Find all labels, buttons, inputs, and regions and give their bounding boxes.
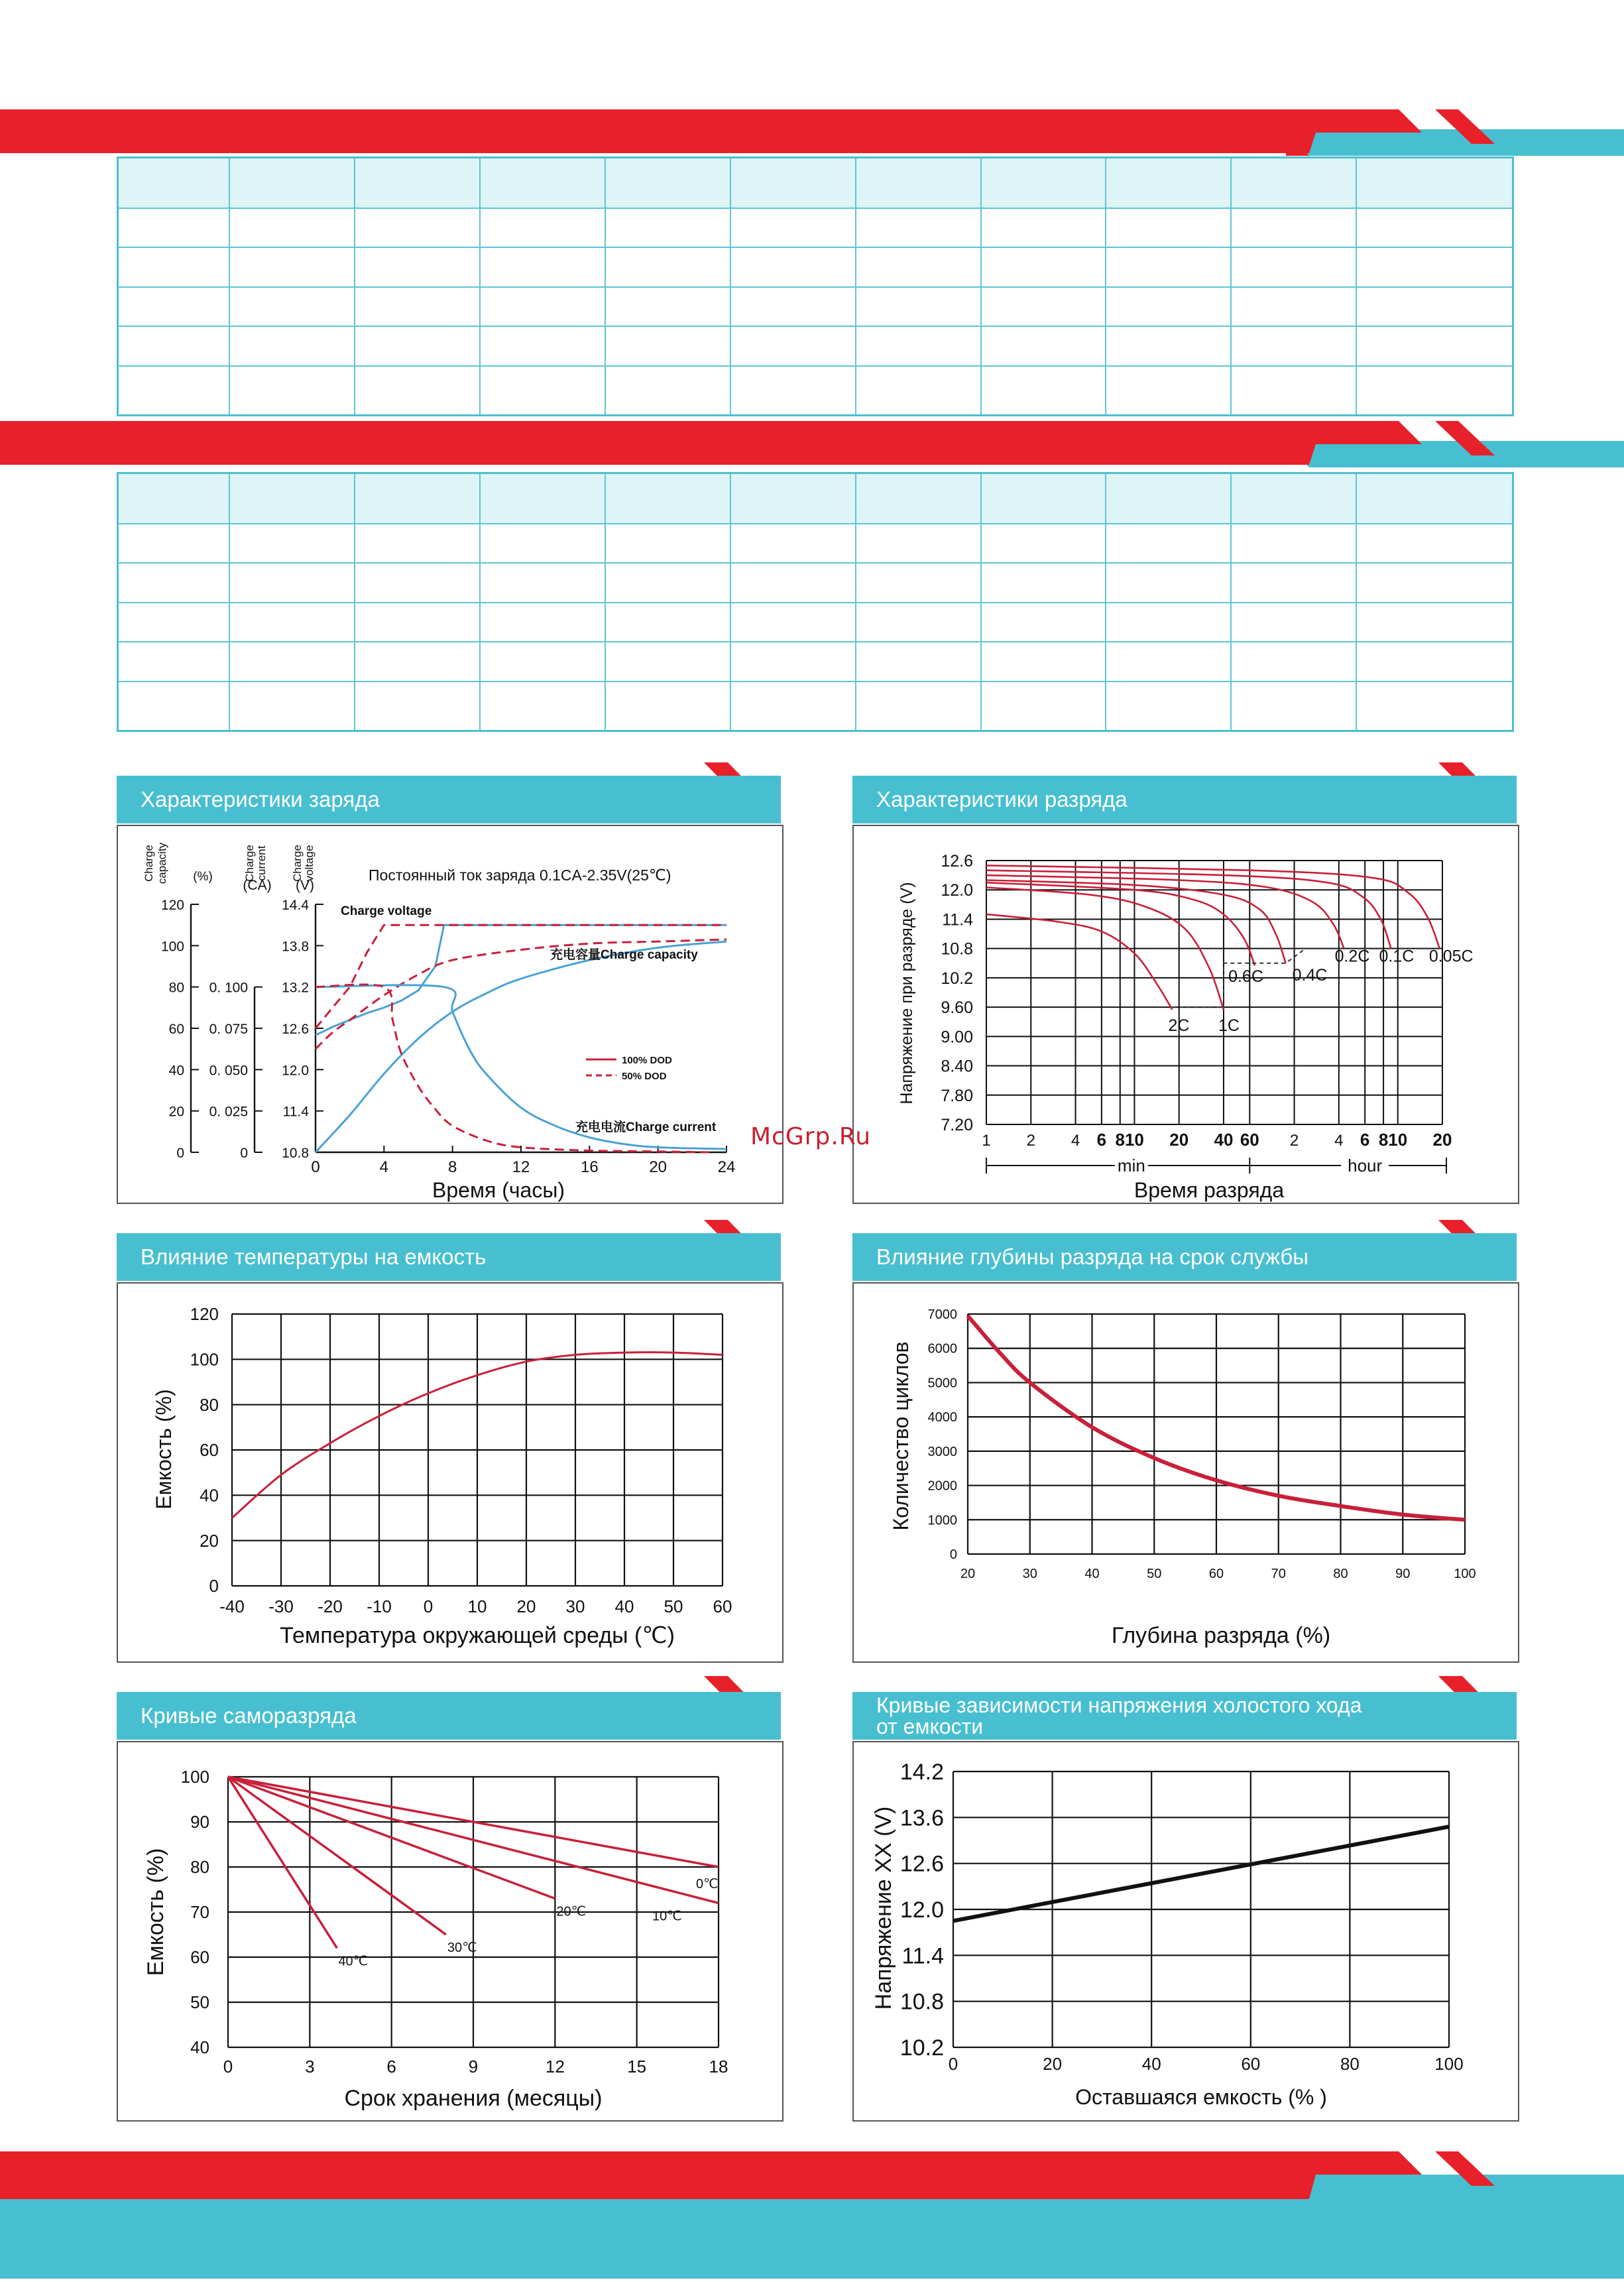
ocv-panel [852,1741,1519,2122]
x-tick-label: 60 [1208,1567,1224,1581]
series-label: 2C [1168,1016,1190,1036]
x-tick-label: 0 [223,2057,233,2076]
charge-panel [117,825,783,1204]
bottom-banner [0,2151,1624,2279]
x-tick-label: 90 [1395,1567,1411,1581]
y-axis-label: Напряжение при разряде (V) [898,882,916,1105]
x-axis-label: Срок хранения (месяцы) [344,2086,603,2111]
dod-chart [854,1284,1518,1661]
x-tick-label: 30 [1022,1567,1037,1581]
y-tick-label: 9.60 [941,998,973,1018]
min-label: min [1117,1156,1145,1175]
discharge-title: Характеристики разряда [852,776,1517,823]
self-discharge-line [228,1777,446,1935]
y-tick-label: 0 [209,1576,219,1596]
voltage-tick-label: 13.8 [282,939,309,955]
capacity-header-line2: capacity [156,842,168,884]
y-tick-label: 8.40 [941,1057,973,1076]
y-tick-label: 120 [190,1304,219,1325]
x-tick-label: 6 [1360,1130,1370,1150]
x-tick-label: 6 [386,2057,396,2076]
watermark: McGrp.Ru [750,1123,872,1150]
x-tick-label: 12 [545,2057,565,2076]
y-tick-label: 9.00 [941,1028,973,1047]
time-tick-label: 0 [311,1158,320,1176]
x-tick-label: 100 [1454,1567,1476,1581]
banner-shape [0,421,1624,467]
x-tick-label: 60 [713,1596,732,1616]
y-tick-label: 14.2 [899,1760,944,1785]
selfdischarge-chart [118,1742,782,2120]
y-tick-label: 2000 [927,1478,957,1494]
current-unit: (CA) [243,878,272,893]
series-label: 0.6C [1228,967,1263,986]
voltage-unit: (V) [296,878,314,893]
series-label: 40℃ [338,1954,369,1969]
x-tick-label: 20 [1169,1130,1189,1150]
spec-table-1 [117,156,1514,416]
x-tick-label: 40 [1141,2054,1161,2074]
x-tick-label: 100 [1434,2054,1464,2074]
x-tick-label: 80 [1333,1567,1348,1581]
discharge-panel [852,825,1519,1204]
current-tick-label: 0 [240,1146,248,1161]
banner-shape [0,109,1624,156]
x-tick-label: 0 [948,2054,958,2074]
self-discharge-line [228,1777,337,1948]
discharge-curve [986,914,1173,1010]
discharge-curve [986,875,1344,949]
series-label: 30℃ [447,1941,477,1955]
x-tick-label: 60 [1241,2054,1261,2074]
ocv-title-line2: от емкости [876,1714,984,1738]
y-tick-label: 11.4 [901,1943,944,1969]
x-tick-label: 30 [565,1596,585,1616]
time-tick-label: 16 [580,1158,599,1176]
x-tick-label: 2 [1026,1132,1035,1150]
x-axis-label: Время разряда [1133,1178,1285,1202]
x-tick-label: 4 [1071,1132,1080,1150]
x-axis-label: Оставшаяся емкость (% ) [1075,2085,1327,2109]
capacity-tick-label: 40 [168,1063,184,1079]
x-tick-label: 20 [1043,2054,1063,2074]
y-tick-label: 60 [200,1440,219,1461]
y-tick-label: 12.6 [899,1851,944,1877]
y-tick-label: 70 [190,1902,209,1923]
time-tick-label: 8 [447,1158,457,1176]
x-tick-label: -20 [318,1596,343,1616]
y-tick-label: 60 [190,1947,209,1968]
y-tick-label: 80 [190,1857,209,1878]
x-tick-label: 40 [614,1596,634,1616]
y-tick-label: 12.0 [941,881,973,900]
x-tick-label: 1 [982,1132,991,1150]
y-axis-label: Емкость (%) [143,1848,168,1976]
y-tick-label: 13.6 [899,1805,944,1831]
x-tick-label: 50 [1147,1567,1162,1581]
x-tick-label: 15 [627,2057,647,2076]
y-tick-label: 4000 [927,1410,957,1425]
temperature-panel [117,1282,783,1663]
current-tick-label: 0. 100 [209,980,248,996]
voltage-curve-label: Charge voltage [341,904,432,918]
charge-chart [118,826,782,1203]
series-label: 0℃ [696,1877,719,1892]
x-tick-label: 2 [1289,1132,1299,1150]
x-tick-label: 10 [1388,1130,1408,1150]
discharge-chart [854,826,1518,1203]
selfdischarge-title: Кривые саморазряда [117,1692,781,1740]
x-tick-label: 40 [1084,1567,1100,1581]
x-tick-label: 6 [1096,1130,1107,1150]
capacity-tick-label: 60 [168,1022,184,1037]
x-axis-label: Температура окружающей среды (℃) [280,1623,675,1648]
x-tick-label: 70 [1271,1567,1286,1581]
current-tick-label: 0. 050 [209,1063,248,1079]
dod-panel [852,1282,1519,1663]
series-label: 0.4C [1292,965,1328,985]
series-label: 0.05C [1428,947,1474,966]
x-tick-label: 20 [1432,1130,1452,1150]
x-tick-label: 20 [960,1567,976,1581]
current-header-line2: current [255,845,268,881]
current-header-line1: Charge [243,845,256,882]
x-tick-label: 80 [1340,2054,1360,2074]
y-tick-label: 7.80 [941,1086,973,1105]
capacity-unit: (%) [193,870,213,884]
time-tick-label: 4 [379,1158,389,1176]
top-banner-2 [0,421,1624,467]
series-label: 20℃ [556,1904,587,1919]
y-tick-label: 10.2 [899,2035,944,2061]
capacity-tick-label: 120 [160,898,184,913]
x-tick-label: 4 [1334,1132,1344,1150]
y-tick-label: 40 [190,2037,209,2058]
voltage-tick-label: 11.4 [282,1104,309,1120]
x-axis-label: Глубина разряда (%) [1111,1623,1331,1648]
spec-table-2 [117,472,1514,732]
x-tick-label: 0 [423,1596,434,1616]
current-tick-label: 0. 025 [209,1104,248,1120]
charge-curve [316,925,726,1035]
voltage-tick-label: 12.0 [282,1063,309,1079]
current-curve-label: 充电电流Charge current [575,1120,717,1134]
charge-subtitle: Постоянный ток заряда 0.1CA-2.35V(25℃) [369,867,671,884]
current-tick-label: 0. 075 [209,1022,248,1037]
series-label: 0.1C [1379,947,1415,966]
voltage-tick-label: 10.8 [282,1146,309,1161]
y-tick-label: 100 [190,1349,219,1370]
charge-curve [316,925,726,1028]
capacity-header-line1: Charge [143,845,155,882]
y-tick-label: 80 [200,1394,219,1415]
y-tick-label: 7000 [927,1307,957,1322]
y-tick-label: 0 [949,1547,957,1562]
voltage-tick-label: 12.6 [282,1022,309,1037]
y-tick-label: 90 [190,1812,209,1832]
capacity-tick-label: 80 [168,980,184,996]
capacity-tick-label: 100 [160,939,184,955]
ocv-line [953,1827,1449,1921]
top-banner-1 [0,109,1624,156]
y-tick-label: 40 [200,1485,219,1506]
x-tick-label: 3 [305,2057,315,2076]
x-tick-label: -10 [367,1596,392,1616]
time-tick-label: 12 [512,1158,530,1176]
hour-label: hour [1348,1156,1383,1175]
y-tick-label: 5000 [927,1376,957,1391]
dod-title: Влияние глубины разряда на срок службы [852,1233,1517,1281]
y-axis-label: Емкость (%) [152,1389,176,1510]
y-axis-label: Напряжение ХХ (V) [871,1806,896,2010]
y-tick-label: 12.0 [899,1897,944,1923]
x-tick-label: -40 [219,1596,245,1616]
y-tick-label: 12.6 [941,852,973,871]
series-label: 0.2C [1334,947,1370,966]
capacity-tick-label: 0 [176,1146,184,1161]
x-tick-label: 18 [709,2057,728,2076]
x-tick-label: 50 [664,1596,683,1616]
y-tick-label: 10.8 [899,1989,944,2015]
x-tick-label: 9 [468,2057,479,2076]
temperature-chart [118,1284,782,1661]
voltage-header-line1: Charge [291,845,304,882]
banner-shape [0,2151,1624,2279]
series-label: 1C [1218,1016,1240,1036]
y-tick-label: 11.4 [942,910,973,930]
y-tick-label: 100 [180,1767,209,1787]
ocv-title [852,1692,1517,1740]
ocv-chart [854,1742,1518,2120]
y-axis-label: Количество циклов [889,1341,913,1531]
y-tick-label: 7.20 [941,1116,973,1134]
capacity-curve-label: 充电容量Charge capacity [550,948,698,962]
voltage-tick-label: 14.4 [282,898,309,913]
time-tick-label: 20 [649,1158,667,1176]
x-tick-label: 10 [467,1596,487,1616]
x-tick-label: 20 [516,1596,536,1616]
voltage-tick-label: 13.2 [282,980,309,996]
series-label: 10℃ [652,1909,682,1924]
x-tick-label: 10 [1124,1130,1144,1150]
y-tick-label: 10.8 [941,939,973,959]
legend-label-100: 100% DOD [622,1055,672,1066]
temperature-title: Влияние температуры на емкость [117,1233,781,1281]
y-tick-label: 1000 [927,1513,957,1528]
y-tick-label: 20 [200,1530,219,1551]
y-tick-label: 50 [190,1992,209,2013]
capacity-tick-label: 20 [168,1104,184,1120]
y-tick-label: 6000 [927,1341,957,1356]
time-tick-label: 24 [717,1158,736,1176]
x-tick-label: -30 [268,1596,294,1616]
x-axis-label: Время (часы) [432,1178,565,1202]
x-tick-label: 60 [1240,1130,1259,1150]
x-tick-label: 8 [1378,1130,1389,1150]
y-tick-label: 10.2 [941,969,973,988]
selfdischarge-panel [117,1741,783,2122]
y-tick-label: 3000 [927,1444,957,1459]
x-tick-label: 8 [1115,1130,1126,1150]
voltage-header-line2: voltage [303,845,316,882]
charge-title: Характеристики заряда [117,776,781,823]
ocv-title-line1: Кривые зависимости напряжения холостого хода [876,1693,1362,1717]
x-tick-label: 40 [1214,1130,1234,1150]
legend-label-50: 50% DOD [622,1071,667,1082]
